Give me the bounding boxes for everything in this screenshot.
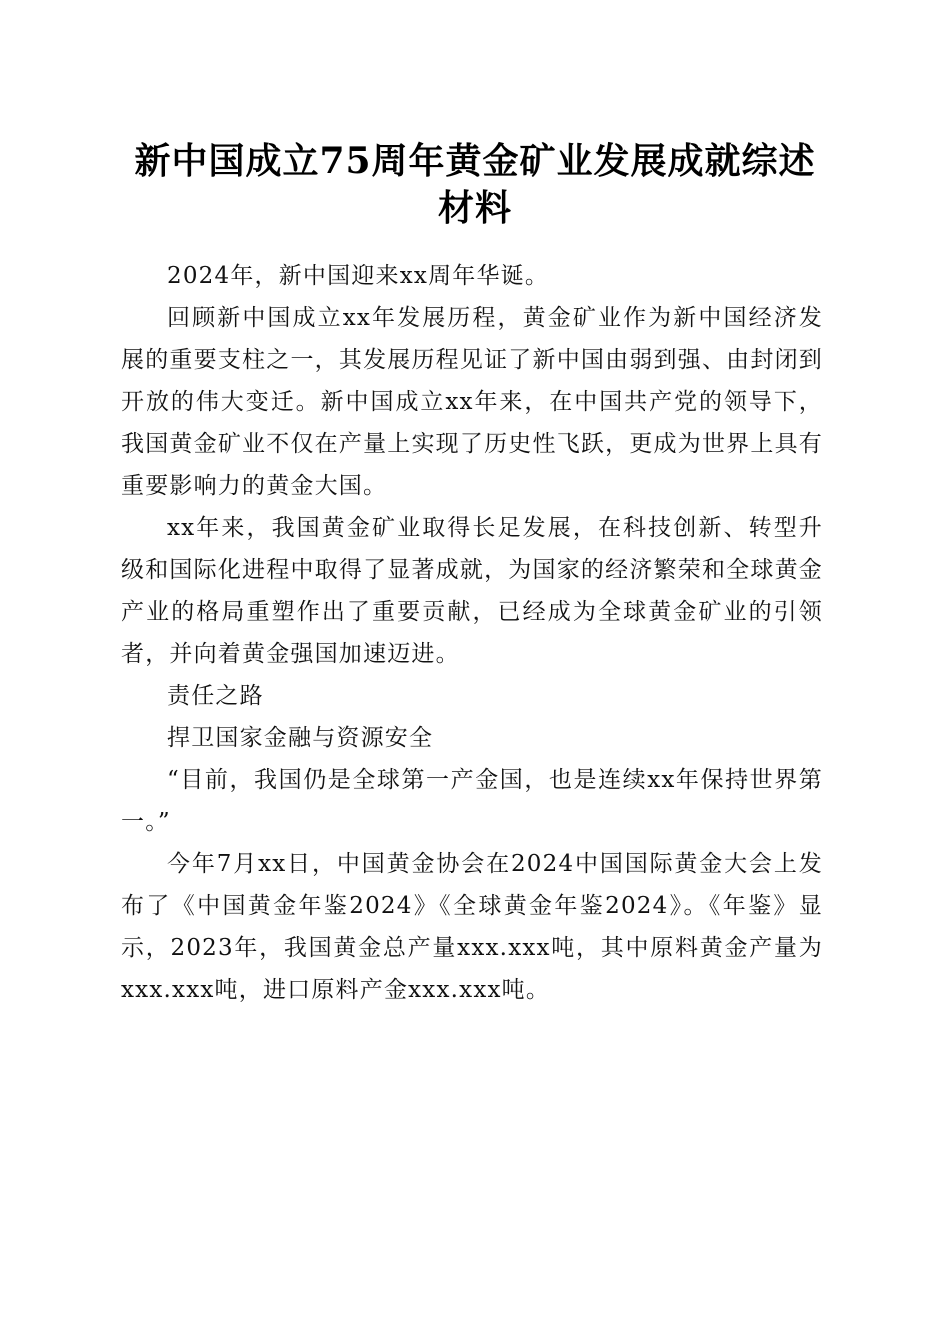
paragraph-anniversary: 2024年，新中国迎来xx周年华诞。 (167, 263, 550, 289)
paragraph-yearbook: 今年7月xx日，中国黄金协会在2024中国国际黄金大会上发布了《中国黄金年鉴2024》《全球黄金年鉴2024》。《年鉴》显示，2023年，我国黄金总产量xxx.xxx吨，其中原料黄金产量为xxx.xxx吨，进口原料产金xxx.xxx吨。 (121, 851, 823, 1003)
document-title: 新中国成立75周年黄金矿业发展成就综述材料 (134, 140, 816, 229)
section-subheading-security: 捍卫国家金融与资源安全 (167, 725, 434, 751)
section-heading-responsibility: 责任之路 (167, 683, 264, 709)
paragraph-history-review: 回顾新中国成立xx年发展历程，黄金矿业作为新中国经济发展的重要支柱之一，其发展历程见证了新中国由弱到强、由封闭到开放的伟大变迁。新中国成立xx年来，在中国共产党的领导下，我国黄金矿业不仅在产量上实现了历史性飞跃，更成为世界上具有重要影响力的黄金大国。 (121, 305, 823, 499)
paragraph-quote: “目前，我国仍是全球第一产金国，也是连续xx年保持世界第一。” (121, 767, 823, 835)
document-body (121, 255, 823, 1011)
paragraph-achievements: xx年来，我国黄金矿业取得长足发展，在科技创新、转型升级和国际化进程中取得了显著成就，为国家的经济繁荣和全球黄金产业的格局重塑作出了重要贡献，已经成为全球黄金矿业的引领者，并向着黄金强国加速迈进。 (121, 515, 823, 667)
